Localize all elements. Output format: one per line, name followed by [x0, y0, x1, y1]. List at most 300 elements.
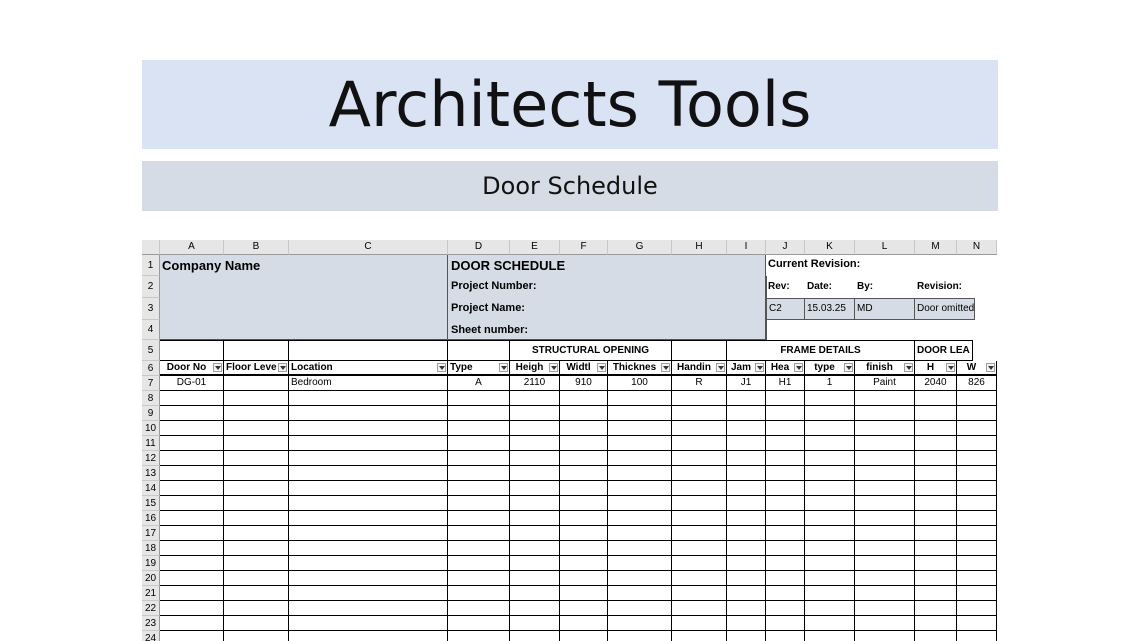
row-header-6[interactable]: 6: [142, 361, 160, 376]
cell-d17[interactable]: [448, 526, 510, 541]
cell-h19[interactable]: [672, 556, 727, 571]
cell-e11[interactable]: [510, 436, 560, 451]
cell-m18[interactable]: [915, 541, 957, 556]
data-cell-b7[interactable]: [224, 376, 289, 391]
cell-a20[interactable]: [160, 571, 224, 586]
row-header-1[interactable]: 1: [142, 255, 160, 276]
cell-b18[interactable]: [224, 541, 289, 556]
cell-e20[interactable]: [510, 571, 560, 586]
cell-h14[interactable]: [672, 481, 727, 496]
cell-c19[interactable]: [289, 556, 448, 571]
cell-d20[interactable]: [448, 571, 510, 586]
column-header-l[interactable]: L: [855, 240, 915, 255]
column-header-d[interactable]: D: [448, 240, 510, 255]
cell-m10[interactable]: [915, 421, 957, 436]
cell-j13[interactable]: [766, 466, 805, 481]
row5-cell-a[interactable]: [160, 340, 224, 361]
row-header-3[interactable]: 3: [142, 298, 160, 320]
cell-e13[interactable]: [510, 466, 560, 481]
cell-l19[interactable]: [855, 556, 915, 571]
revision-rev-cell[interactable]: C2: [766, 298, 805, 320]
cell-l15[interactable]: [855, 496, 915, 511]
cell-e15[interactable]: [510, 496, 560, 511]
cell-e14[interactable]: [510, 481, 560, 496]
cell-f20[interactable]: [560, 571, 608, 586]
header-hea[interactable]: [766, 361, 805, 376]
cell-c11[interactable]: [289, 436, 448, 451]
header-type[interactable]: [448, 361, 510, 376]
cell-k22[interactable]: [805, 601, 855, 616]
cell-m8[interactable]: [915, 391, 957, 406]
cell-b20[interactable]: [224, 571, 289, 586]
cell-c14[interactable]: [289, 481, 448, 496]
cell-n11[interactable]: [957, 436, 997, 451]
cell-e19[interactable]: [510, 556, 560, 571]
cell-l21[interactable]: [855, 586, 915, 601]
cell-g24[interactable]: [608, 631, 672, 641]
cell-j14[interactable]: [766, 481, 805, 496]
cell-n23[interactable]: [957, 616, 997, 631]
cell-h10[interactable]: [672, 421, 727, 436]
cell-h24[interactable]: [672, 631, 727, 641]
cell-e16[interactable]: [510, 511, 560, 526]
cell-c23[interactable]: [289, 616, 448, 631]
cell-h22[interactable]: [672, 601, 727, 616]
row-header-20[interactable]: 20: [142, 571, 160, 586]
cell-l17[interactable]: [855, 526, 915, 541]
cell-d8[interactable]: [448, 391, 510, 406]
cell-g11[interactable]: [608, 436, 672, 451]
cell-n10[interactable]: [957, 421, 997, 436]
frame-details-header[interactable]: FRAME DETAILS: [727, 340, 915, 361]
cell-g12[interactable]: [608, 451, 672, 466]
data-cell-d7[interactable]: A: [448, 376, 510, 391]
cell-g21[interactable]: [608, 586, 672, 601]
column-header-b[interactable]: B: [224, 240, 289, 255]
column-header-k[interactable]: K: [805, 240, 855, 255]
cell-d23[interactable]: [448, 616, 510, 631]
cell-l16[interactable]: [855, 511, 915, 526]
cell-k12[interactable]: [805, 451, 855, 466]
cell-b21[interactable]: [224, 586, 289, 601]
cell-h13[interactable]: [672, 466, 727, 481]
cell-k18[interactable]: [805, 541, 855, 556]
cell-g19[interactable]: [608, 556, 672, 571]
cell-g13[interactable]: [608, 466, 672, 481]
cell-f10[interactable]: [560, 421, 608, 436]
cell-b12[interactable]: [224, 451, 289, 466]
spreadsheet[interactable]: [142, 240, 998, 641]
data-cell-i7[interactable]: J1: [727, 376, 766, 391]
cell-a19[interactable]: [160, 556, 224, 571]
cell-i19[interactable]: [727, 556, 766, 571]
cell-c22[interactable]: [289, 601, 448, 616]
cell-k24[interactable]: [805, 631, 855, 641]
cell-m9[interactable]: [915, 406, 957, 421]
cell-n19[interactable]: [957, 556, 997, 571]
cell-g20[interactable]: [608, 571, 672, 586]
cell-j19[interactable]: [766, 556, 805, 571]
cell-a17[interactable]: [160, 526, 224, 541]
cell-d15[interactable]: [448, 496, 510, 511]
cell-g23[interactable]: [608, 616, 672, 631]
cell-b8[interactable]: [224, 391, 289, 406]
cell-e9[interactable]: [510, 406, 560, 421]
cell-n18[interactable]: [957, 541, 997, 556]
cell-g10[interactable]: [608, 421, 672, 436]
cell-m11[interactable]: [915, 436, 957, 451]
cell-k15[interactable]: [805, 496, 855, 511]
cell-f13[interactable]: [560, 466, 608, 481]
cell-e10[interactable]: [510, 421, 560, 436]
cell-b10[interactable]: [224, 421, 289, 436]
row-header-24[interactable]: 24: [142, 631, 160, 641]
cell-m19[interactable]: [915, 556, 957, 571]
cell-g17[interactable]: [608, 526, 672, 541]
data-cell-c7[interactable]: Bedroom: [289, 376, 448, 391]
cell-c24[interactable]: [289, 631, 448, 641]
cell-i13[interactable]: [727, 466, 766, 481]
row-header-8[interactable]: 8: [142, 391, 160, 406]
cell-c20[interactable]: [289, 571, 448, 586]
select-all-corner[interactable]: [142, 240, 160, 255]
cell-a24[interactable]: [160, 631, 224, 641]
row-header-11[interactable]: 11: [142, 436, 160, 451]
cell-f17[interactable]: [560, 526, 608, 541]
header-jam[interactable]: [727, 361, 766, 376]
cell-b15[interactable]: [224, 496, 289, 511]
cell-c8[interactable]: [289, 391, 448, 406]
cell-a9[interactable]: [160, 406, 224, 421]
cell-c16[interactable]: [289, 511, 448, 526]
cell-h18[interactable]: [672, 541, 727, 556]
row5-cell-d[interactable]: [448, 340, 510, 361]
cell-j18[interactable]: [766, 541, 805, 556]
cell-d13[interactable]: [448, 466, 510, 481]
cell-n8[interactable]: [957, 391, 997, 406]
cell-d11[interactable]: [448, 436, 510, 451]
cell-a21[interactable]: [160, 586, 224, 601]
row5-cell-b[interactable]: [224, 340, 289, 361]
cell-f8[interactable]: [560, 391, 608, 406]
cell-h11[interactable]: [672, 436, 727, 451]
cell-j22[interactable]: [766, 601, 805, 616]
cell-m16[interactable]: [915, 511, 957, 526]
cell-l13[interactable]: [855, 466, 915, 481]
revision-date-cell[interactable]: 15.03.25: [805, 298, 855, 320]
cell-b23[interactable]: [224, 616, 289, 631]
cell-b17[interactable]: [224, 526, 289, 541]
cell-i17[interactable]: [727, 526, 766, 541]
filter-dropdown-icon[interactable]: [946, 363, 955, 372]
cell-c15[interactable]: [289, 496, 448, 511]
cell-h9[interactable]: [672, 406, 727, 421]
cell-e8[interactable]: [510, 391, 560, 406]
filter-dropdown-icon[interactable]: [716, 363, 725, 372]
revision-text-cell[interactable]: Door omitted: [915, 298, 975, 320]
cell-i22[interactable]: [727, 601, 766, 616]
cell-c17[interactable]: [289, 526, 448, 541]
cell-d14[interactable]: [448, 481, 510, 496]
cell-n12[interactable]: [957, 451, 997, 466]
cell-m15[interactable]: [915, 496, 957, 511]
cell-j10[interactable]: [766, 421, 805, 436]
cell-i9[interactable]: [727, 406, 766, 421]
cell-d24[interactable]: [448, 631, 510, 641]
cell-c21[interactable]: [289, 586, 448, 601]
cell-e12[interactable]: [510, 451, 560, 466]
cell-f19[interactable]: [560, 556, 608, 571]
cell-i8[interactable]: [727, 391, 766, 406]
cell-i21[interactable]: [727, 586, 766, 601]
cell-k17[interactable]: [805, 526, 855, 541]
cell-a23[interactable]: [160, 616, 224, 631]
cell-n20[interactable]: [957, 571, 997, 586]
row-header-16[interactable]: 16: [142, 511, 160, 526]
cell-g8[interactable]: [608, 391, 672, 406]
filter-dropdown-icon[interactable]: [549, 363, 558, 372]
cell-k8[interactable]: [805, 391, 855, 406]
row-header-14[interactable]: 14: [142, 481, 160, 496]
cell-h23[interactable]: [672, 616, 727, 631]
cell-j17[interactable]: [766, 526, 805, 541]
cell-c12[interactable]: [289, 451, 448, 466]
row-header-4[interactable]: 4: [142, 320, 160, 340]
row-header-7[interactable]: 7: [142, 376, 160, 391]
filter-dropdown-icon[interactable]: [278, 363, 287, 372]
cell-e22[interactable]: [510, 601, 560, 616]
filter-dropdown-icon[interactable]: [499, 363, 508, 372]
column-header-a[interactable]: A: [160, 240, 224, 255]
column-header-f[interactable]: F: [560, 240, 608, 255]
row-header-21[interactable]: 21: [142, 586, 160, 601]
cell-i16[interactable]: [727, 511, 766, 526]
cell-h15[interactable]: [672, 496, 727, 511]
header-heigh[interactable]: [510, 361, 560, 376]
cell-b13[interactable]: [224, 466, 289, 481]
cell-f11[interactable]: [560, 436, 608, 451]
data-cell-e7[interactable]: 2110: [510, 376, 560, 391]
cell-l22[interactable]: [855, 601, 915, 616]
cell-k11[interactable]: [805, 436, 855, 451]
data-cell-h7[interactable]: R: [672, 376, 727, 391]
column-header-m[interactable]: M: [915, 240, 957, 255]
cell-k20[interactable]: [805, 571, 855, 586]
cell-f22[interactable]: [560, 601, 608, 616]
cell-m24[interactable]: [915, 631, 957, 641]
cell-h20[interactable]: [672, 571, 727, 586]
cell-b24[interactable]: [224, 631, 289, 641]
data-cell-j7[interactable]: H1: [766, 376, 805, 391]
row-header-13[interactable]: 13: [142, 466, 160, 481]
filter-dropdown-icon[interactable]: [986, 363, 995, 372]
cell-a10[interactable]: [160, 421, 224, 436]
cell-l18[interactable]: [855, 541, 915, 556]
cell-c18[interactable]: [289, 541, 448, 556]
cell-i12[interactable]: [727, 451, 766, 466]
cell-g18[interactable]: [608, 541, 672, 556]
cell-k13[interactable]: [805, 466, 855, 481]
cell-g22[interactable]: [608, 601, 672, 616]
cell-l10[interactable]: [855, 421, 915, 436]
column-header-c[interactable]: C: [289, 240, 448, 255]
cell-k14[interactable]: [805, 481, 855, 496]
header-widtl[interactable]: [560, 361, 608, 376]
cell-h17[interactable]: [672, 526, 727, 541]
cell-a8[interactable]: [160, 391, 224, 406]
cell-i18[interactable]: [727, 541, 766, 556]
cell-k10[interactable]: [805, 421, 855, 436]
cell-a16[interactable]: [160, 511, 224, 526]
cell-k16[interactable]: [805, 511, 855, 526]
header-thicknes[interactable]: [608, 361, 672, 376]
cell-a14[interactable]: [160, 481, 224, 496]
header-door-no[interactable]: [160, 361, 224, 376]
cell-k9[interactable]: [805, 406, 855, 421]
door-leaf-header[interactable]: DOOR LEA: [915, 340, 973, 361]
row-header-15[interactable]: 15: [142, 496, 160, 511]
cell-m13[interactable]: [915, 466, 957, 481]
cell-d21[interactable]: [448, 586, 510, 601]
cell-f18[interactable]: [560, 541, 608, 556]
filter-dropdown-icon[interactable]: [437, 363, 446, 372]
cell-f24[interactable]: [560, 631, 608, 641]
cell-h12[interactable]: [672, 451, 727, 466]
cell-k19[interactable]: [805, 556, 855, 571]
cell-m14[interactable]: [915, 481, 957, 496]
cell-a22[interactable]: [160, 601, 224, 616]
row-header-9[interactable]: 9: [142, 406, 160, 421]
cell-i11[interactable]: [727, 436, 766, 451]
cell-m22[interactable]: [915, 601, 957, 616]
cell-j20[interactable]: [766, 571, 805, 586]
column-header-i[interactable]: I: [727, 240, 766, 255]
cell-b19[interactable]: [224, 556, 289, 571]
cell-d10[interactable]: [448, 421, 510, 436]
cell-n17[interactable]: [957, 526, 997, 541]
cell-m20[interactable]: [915, 571, 957, 586]
header-h[interactable]: [915, 361, 957, 376]
row-header-12[interactable]: 12: [142, 451, 160, 466]
row-header-23[interactable]: 23: [142, 616, 160, 631]
cell-j21[interactable]: [766, 586, 805, 601]
filter-dropdown-icon[interactable]: [755, 363, 764, 372]
cell-b14[interactable]: [224, 481, 289, 496]
cell-h8[interactable]: [672, 391, 727, 406]
cell-e17[interactable]: [510, 526, 560, 541]
cell-b9[interactable]: [224, 406, 289, 421]
row-header-10[interactable]: 10: [142, 421, 160, 436]
row-header-2[interactable]: 2: [142, 276, 160, 298]
row-header-19[interactable]: 19: [142, 556, 160, 571]
cell-i15[interactable]: [727, 496, 766, 511]
filter-dropdown-icon[interactable]: [213, 363, 222, 372]
header-w[interactable]: [957, 361, 997, 376]
cell-e23[interactable]: [510, 616, 560, 631]
cell-j16[interactable]: [766, 511, 805, 526]
cell-j9[interactable]: [766, 406, 805, 421]
cell-f15[interactable]: [560, 496, 608, 511]
row5-cell-c[interactable]: [289, 340, 448, 361]
cell-d19[interactable]: [448, 556, 510, 571]
cell-g16[interactable]: [608, 511, 672, 526]
column-header-n[interactable]: N: [957, 240, 997, 255]
data-cell-n7[interactable]: 826: [957, 376, 997, 391]
cell-f21[interactable]: [560, 586, 608, 601]
cell-m17[interactable]: [915, 526, 957, 541]
data-cell-g7[interactable]: 100: [608, 376, 672, 391]
data-cell-a7[interactable]: DG-01: [160, 376, 224, 391]
cell-d16[interactable]: [448, 511, 510, 526]
cell-f9[interactable]: [560, 406, 608, 421]
cell-a18[interactable]: [160, 541, 224, 556]
cell-n13[interactable]: [957, 466, 997, 481]
cell-f16[interactable]: [560, 511, 608, 526]
cell-n21[interactable]: [957, 586, 997, 601]
cell-f14[interactable]: [560, 481, 608, 496]
header-type[interactable]: [805, 361, 855, 376]
column-header-g[interactable]: G: [608, 240, 672, 255]
cell-b22[interactable]: [224, 601, 289, 616]
cell-i14[interactable]: [727, 481, 766, 496]
structural-opening-header[interactable]: STRUCTURAL OPENING: [510, 340, 672, 361]
cell-n22[interactable]: [957, 601, 997, 616]
cell-d12[interactable]: [448, 451, 510, 466]
column-header-j[interactable]: J: [766, 240, 805, 255]
cell-d18[interactable]: [448, 541, 510, 556]
cell-n15[interactable]: [957, 496, 997, 511]
row-header-18[interactable]: 18: [142, 541, 160, 556]
cell-n24[interactable]: [957, 631, 997, 641]
cell-l24[interactable]: [855, 631, 915, 641]
data-cell-m7[interactable]: 2040: [915, 376, 957, 391]
cell-j24[interactable]: [766, 631, 805, 641]
cell-j15[interactable]: [766, 496, 805, 511]
cell-a11[interactable]: [160, 436, 224, 451]
cell-g15[interactable]: [608, 496, 672, 511]
cell-l9[interactable]: [855, 406, 915, 421]
cell-g14[interactable]: [608, 481, 672, 496]
cell-l8[interactable]: [855, 391, 915, 406]
filter-dropdown-icon[interactable]: [597, 363, 606, 372]
cell-e21[interactable]: [510, 586, 560, 601]
revision-by-cell[interactable]: MD: [855, 298, 915, 320]
cell-i20[interactable]: [727, 571, 766, 586]
cell-k23[interactable]: [805, 616, 855, 631]
column-header-e[interactable]: E: [510, 240, 560, 255]
cell-c9[interactable]: [289, 406, 448, 421]
cell-j8[interactable]: [766, 391, 805, 406]
cell-d9[interactable]: [448, 406, 510, 421]
data-cell-f7[interactable]: 910: [560, 376, 608, 391]
column-header-h[interactable]: H: [672, 240, 727, 255]
header-location[interactable]: [289, 361, 448, 376]
filter-dropdown-icon[interactable]: [661, 363, 670, 372]
cell-l20[interactable]: [855, 571, 915, 586]
cell-j12[interactable]: [766, 451, 805, 466]
cell-l11[interactable]: [855, 436, 915, 451]
cell-g9[interactable]: [608, 406, 672, 421]
cell-n9[interactable]: [957, 406, 997, 421]
row-header-5[interactable]: 5: [142, 340, 160, 361]
cell-c10[interactable]: [289, 421, 448, 436]
header-handin[interactable]: [672, 361, 727, 376]
cell-n14[interactable]: [957, 481, 997, 496]
cell-l23[interactable]: [855, 616, 915, 631]
header-finish[interactable]: [855, 361, 915, 376]
cell-i23[interactable]: [727, 616, 766, 631]
filter-dropdown-icon[interactable]: [794, 363, 803, 372]
